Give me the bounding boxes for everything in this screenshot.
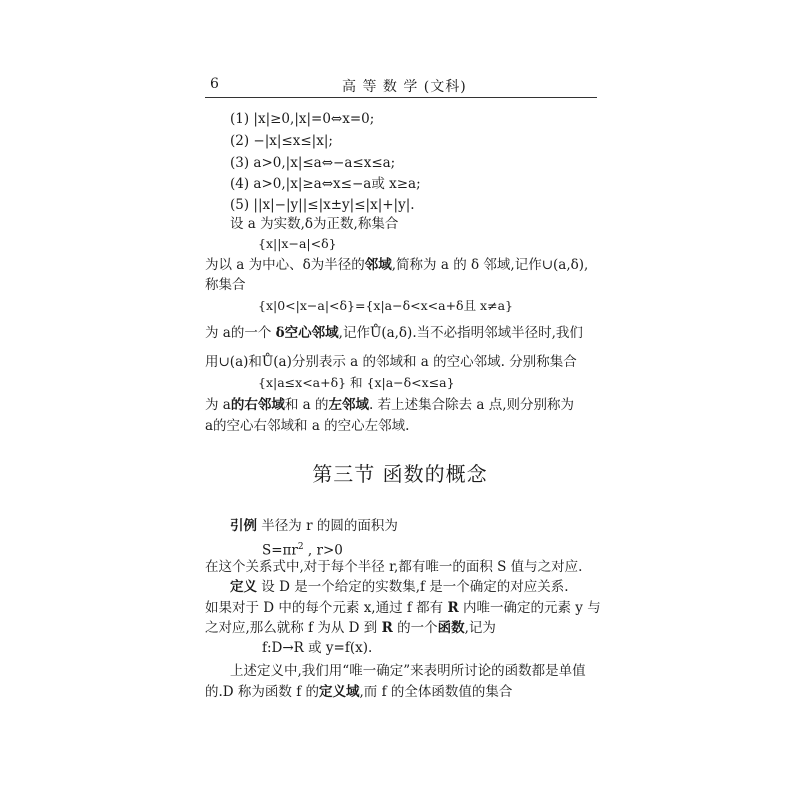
example-line: 引例 半径为 r 的圆的面积为 [230,518,398,534]
header-rule [205,97,597,98]
paragraph-line: 称集合 [205,277,246,293]
term-right-neighborhood: 的右邻域 [230,397,285,413]
example-label: 引例 [230,518,257,534]
section-title: 第三节 函数的概念 [312,462,488,486]
set-one-sided: {x|a≤x<a+δ} 和 {x|a−δ<x≤a} [258,375,455,390]
definition-line: 定义 设 D 是一个给定的实数集,f 是一个确定的对应关系. [230,579,569,595]
term-punctured-neighborhood: δ空心邻域 [275,325,339,341]
definition-label: 定义 [230,579,257,595]
term-function: 函数 [437,620,465,636]
term-left-neighborhood: 左邻域 [328,397,369,413]
set-intro: 设 a 为实数,δ为正数,称集合 [230,216,399,232]
paragraph-line: 上述定义中,我们用“唯一确定”来表明所讨论的函数都是单值 [230,663,586,679]
property-4: (4) a>0,|x|≥a⇔x≤−a或 x≥a; [230,176,421,192]
area-formula: $S=\pi r^2$ , r>0 [262,542,343,559]
paragraph-line: 为 a的一个 δ空心邻域,记作Ů(a,δ).当不必指明邻域半径时,我们 [205,325,583,341]
paragraph-line: 为以 a 为中心、δ为半径的邻域,简称为 a 的 δ 邻域,记作∪(a,δ), [205,257,589,273]
paragraph-line: 在这个关系式中,对于每个半径 r,都有唯一的面积 S 值与之对应. [205,559,583,575]
paragraph-line: 如果对于 D 中的每个元素 x,通过 f 都有 R 内唯一确定的元素 y 与 [205,600,601,616]
property-1: (1) |x|≥0,|x|=0⇔x=0; [230,111,375,127]
property-3: (3) a>0,|x|≤a⇔−a≤x≤a; [230,155,396,171]
paragraph-line: a的空心右邻域和 a 的空心左邻域. [205,418,410,434]
property-5: (5) ||x|−|y||≤|x±y|≤|x|+|y|. [230,197,415,213]
running-header-title: 高 等 数 学 (文科) [342,79,467,95]
set-punctured-neighborhood: {x|0<|x−a|<δ}={x|a−δ<x<a+δ且 x≠a} [258,298,513,313]
page-number: 6 [210,76,219,92]
property-2: (2) −|x|≤x≤|x|; [230,133,333,149]
term-neighborhood: 邻域 [364,257,392,273]
paragraph-line: 的.D 称为函数 f 的定义域,而 f 的全体函数值的集合 [205,684,513,700]
paragraph-line: 为 a的右邻域和 a 的左邻域. 若上述集合除去 a 点,则分别称为 [205,397,574,413]
function-notation: f:D→R 或 y=f(x). [262,640,373,656]
paragraph-line: 之对应,那么就称 f 为从 D 到 R 的一个函数,记为 [205,620,496,636]
set-neighborhood: {x||x−a|<δ} [258,236,337,251]
paragraph-line: 用∪(a)和Ů(a)分别表示 a 的邻域和 a 的空心邻域. 分别称集合 [205,354,577,370]
term-domain: 定义域 [319,684,360,700]
